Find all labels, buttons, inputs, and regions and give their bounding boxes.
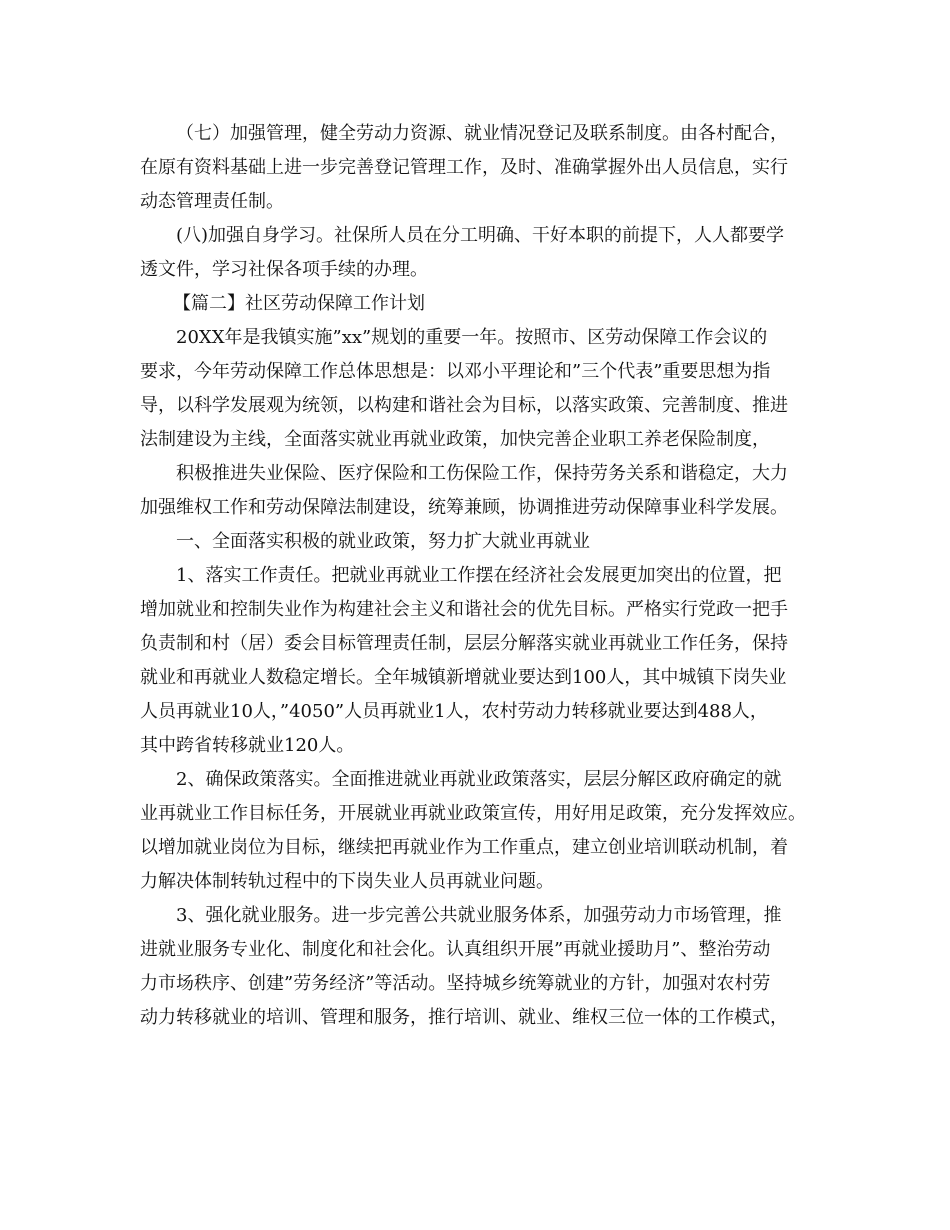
text-line: 加强维权工作和劳动保障法制建设，统筹兼顾，协调推进劳动保障事业科学发展。 (140, 497, 788, 518)
text-line: 导，以科学发展观为统领，以构建和谐社会为目标，以落实政策、完善制度、推进 (140, 395, 788, 416)
paragraph-seven (140, 117, 822, 219)
section-one-heading (140, 525, 822, 559)
text-line: 1、落实工作责任。把就业再就业工作摆在经济社会发展更加突出的位置，把 (176, 565, 782, 586)
text-line: 透文件，学习社保各项手续的办理。 (140, 259, 428, 280)
paragraph-intro (140, 321, 822, 457)
paragraph-eight (140, 219, 822, 287)
paragraph-intro-continued (140, 457, 822, 525)
text-line: 就业和再就业人数稳定增长。全年城镇新增就业要达到100人，其中城镇下岗失业 (140, 667, 787, 688)
document-body (140, 117, 822, 1035)
text-line: 2、确保政策落实。全面推进就业再就业政策落实，层层分解区政府确定的就 (176, 769, 782, 790)
text-line: 力解决体制转轨过程中的下岗失业人员再就业问题。 (140, 871, 554, 892)
text-line: 进就业服务专业化、制度化和社会化。认真组织开展”再就业援助月”、整治劳动 (140, 939, 771, 960)
text-line: 积极推进失业保险、医疗保险和工伤保险工作，保持劳务关系和谐稳定，大力 (176, 463, 788, 484)
text-line: 其中跨省转移就业120人。 (140, 735, 355, 756)
text-line: 力市场秩序、创建”劳务经济”等活动。坚持城乡统筹就业的方针，加强对农村劳 (140, 973, 771, 994)
text-line: 在原有资料基础上进一步完善登记管理工作，及时、准确掌握外出人员信息，实行 (140, 157, 788, 178)
heading-line: 一、全面落实积极的就业政策，努力扩大就业再就业 (176, 531, 590, 552)
text-line: 动态管理责任制。 (140, 191, 284, 212)
text-line: 20XX年是我镇实施”xx”规划的重要一年。按照市、区劳动保障工作会议的 (176, 327, 768, 348)
text-line: 3、强化就业服务。进一步完善公共就业服务体系，加强劳动力市场管理，推 (176, 905, 782, 926)
text-line: 业再就业工作目标任务，开展就业再就业政策宣传，用好用足政策，充分发挥效应。 (140, 803, 806, 824)
text-line: 负责制和村（居）委会目标管理责任制，层层分解落实就业再就业工作任务，保持 (140, 633, 788, 654)
section-heading-part-two (140, 287, 822, 321)
text-line: 法制建设为主线，全面落实就业再就业政策，加快完善企业职工养老保险制度， (140, 429, 770, 450)
text-line: 要求，今年劳动保障工作总体思想是：以邓小平理论和”三个代表”重要思想为指 (140, 361, 771, 382)
heading-line: 【篇二】社区劳动保障工作计划 (173, 293, 425, 314)
text-line: 人员再就业10人，”4050”人员再就业1人，农村劳动力转移就业要达到488人， (140, 701, 768, 722)
paragraph-item-one (140, 559, 822, 763)
paragraph-item-two (140, 763, 822, 899)
text-line: 增加就业和控制失业作为构建社会主义和谐社会的优先目标。严格实行党政一把手 (140, 599, 788, 620)
text-line: (八)加强自身学习。社保所人员在分工明确、干好本职的前提下，人人都要学 (176, 225, 785, 246)
text-line: 以增加就业岗位为目标，继续把再就业作为工作重点，建立创业培训联动机制，着 (140, 837, 788, 858)
text-line: 动力转移就业的培训、管理和服务，推行培训、就业、维权三位一体的工作模式， (140, 1007, 788, 1028)
paragraph-item-three (140, 899, 822, 1035)
text-line: （七）加强管理，健全劳动力资源、就业情况登记及联系制度。由各村配合， (176, 123, 788, 144)
